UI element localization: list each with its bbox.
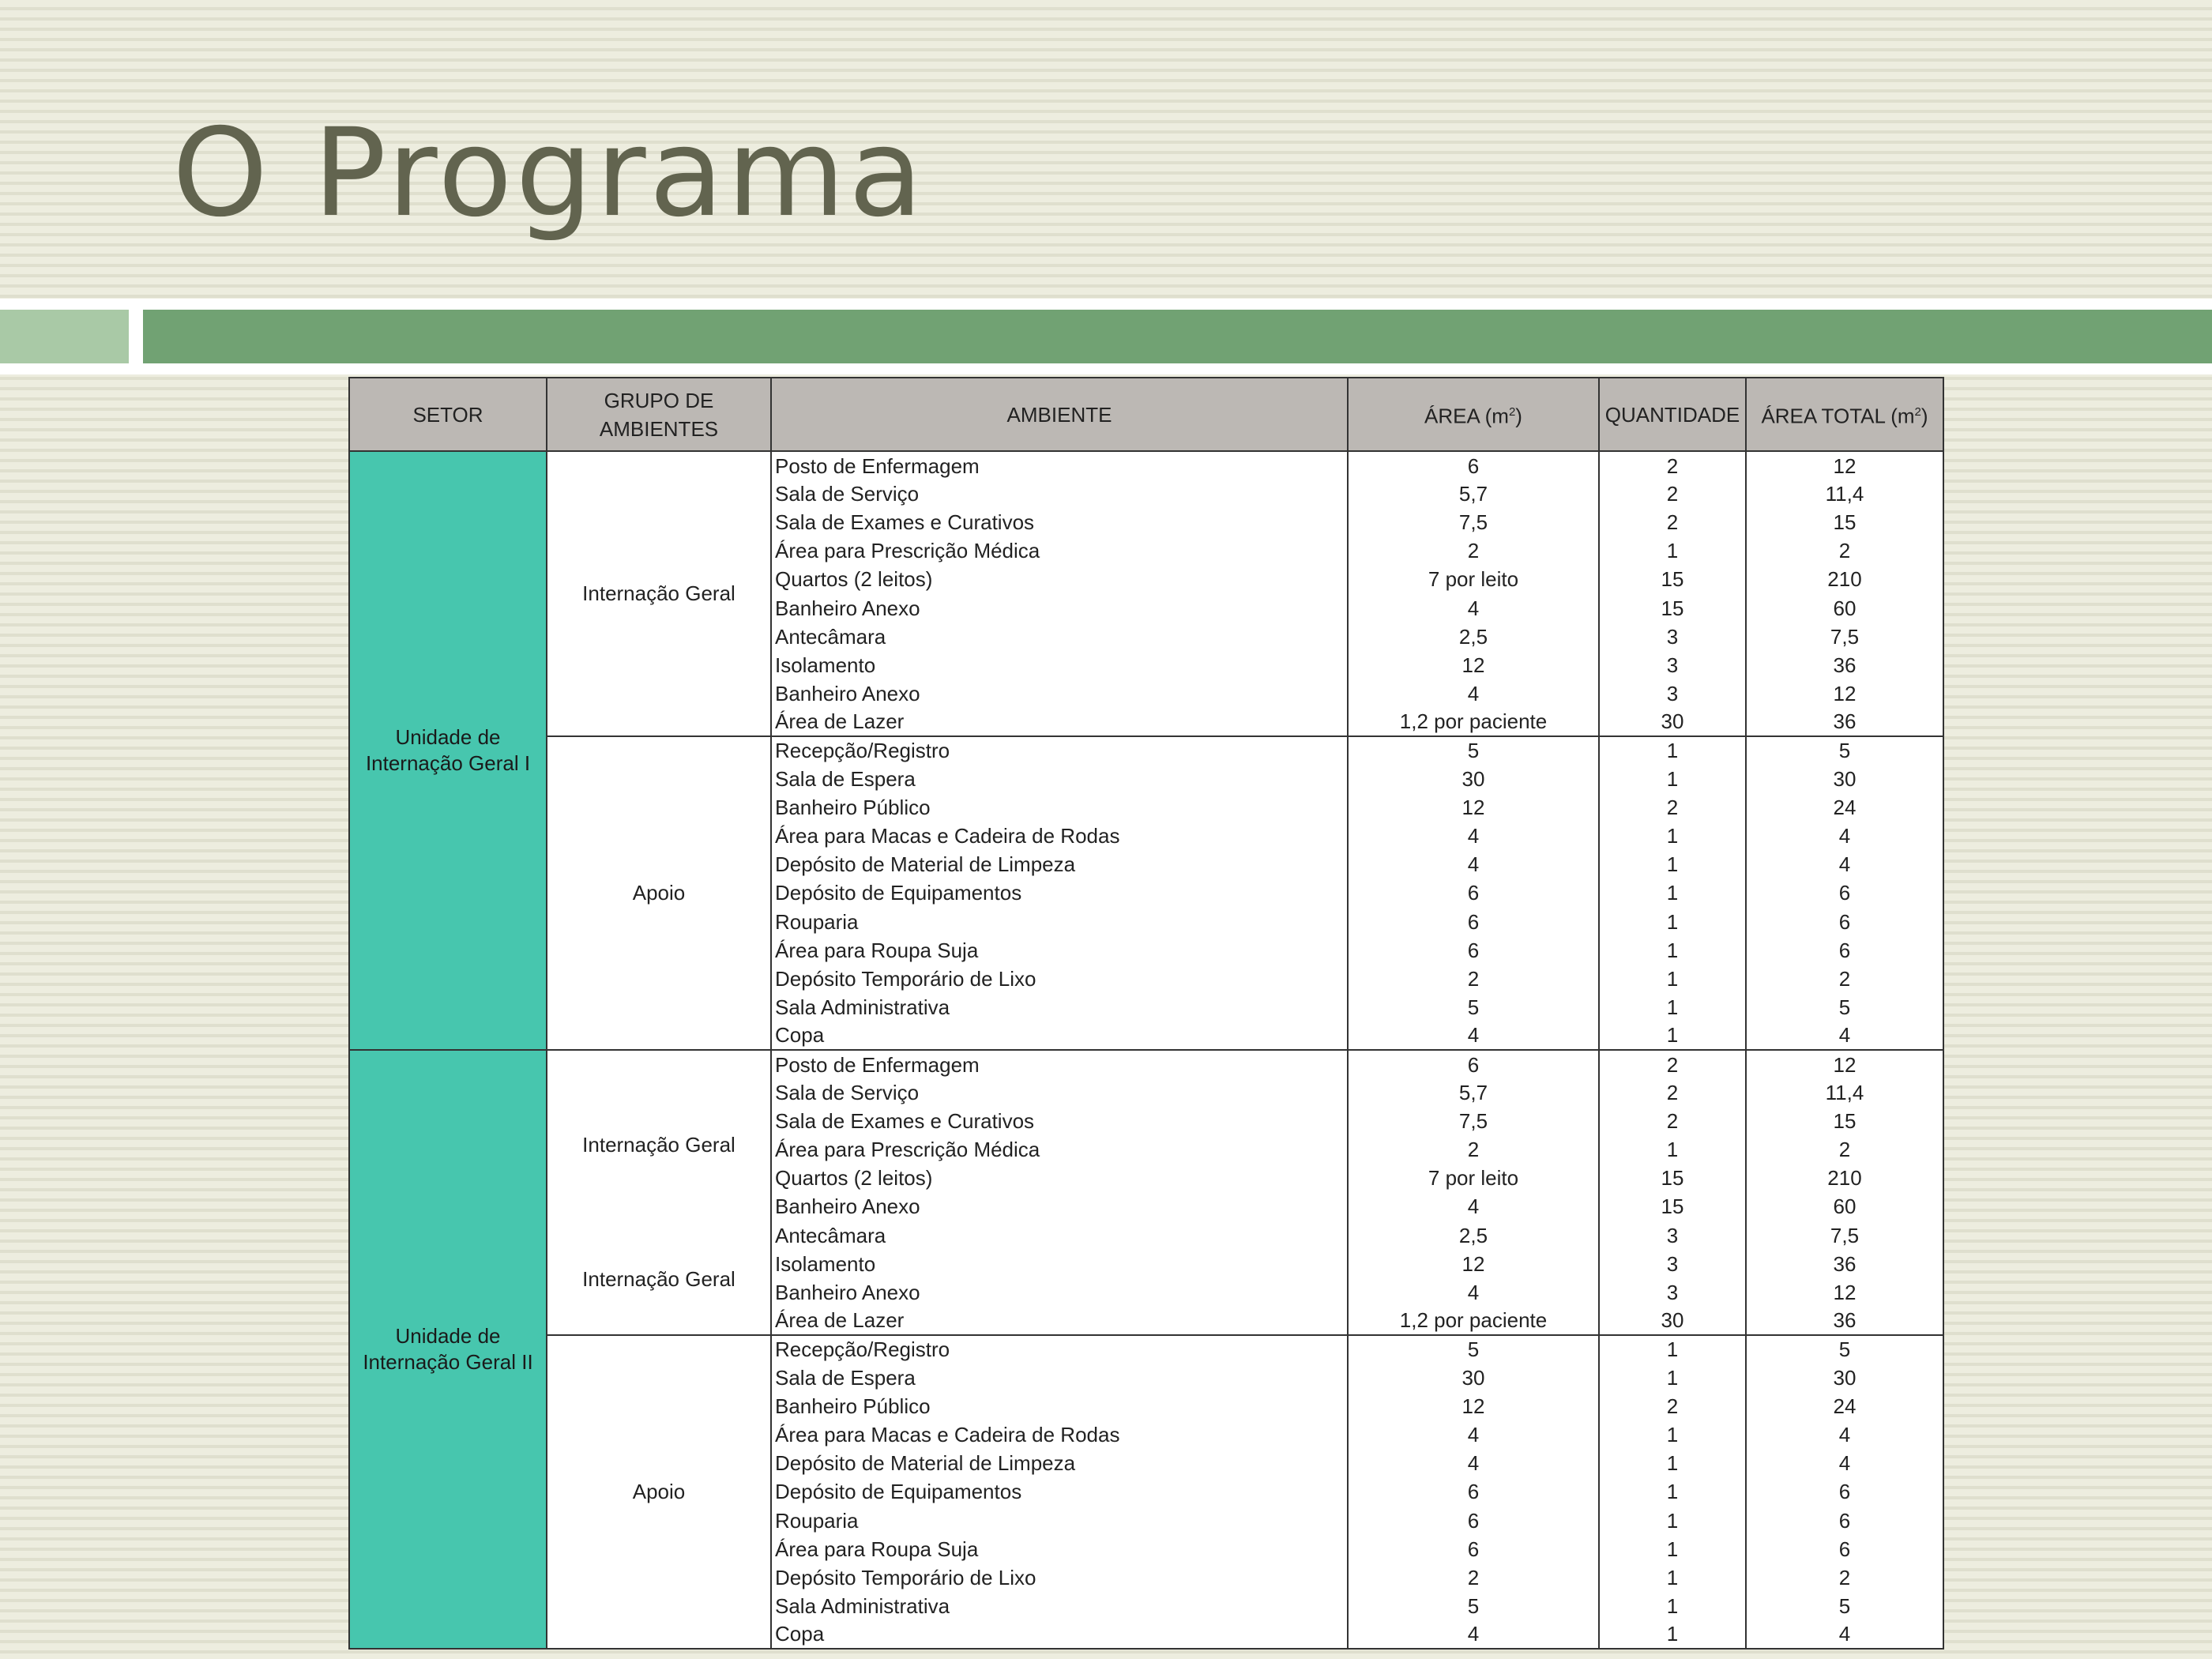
ambiente-cell: Sala de Serviço [771, 480, 1348, 508]
area-total-cell: 4 [1746, 850, 1943, 878]
area-total-cell: 4 [1746, 1620, 1943, 1649]
quantidade-cell: 1 [1599, 1535, 1746, 1563]
area-total-cell: 5 [1746, 1335, 1943, 1364]
ambiente-cell: Área de Lazer [771, 1307, 1348, 1335]
table-body [349, 451, 1943, 1649]
table-row [349, 451, 1943, 480]
header-ambiente-label: AMBIENTE [1006, 402, 1112, 427]
setor-cell [349, 1050, 547, 1649]
area-total-cell: 2 [1746, 536, 1943, 565]
ambiente-cell: Antecâmara [771, 623, 1348, 651]
quantidade-cell: 15 [1599, 593, 1746, 622]
area-total-cell: 60 [1746, 593, 1943, 622]
quantidade-cell: 15 [1599, 1192, 1746, 1221]
ambiente-cell: Área para Roupa Suja [771, 1535, 1348, 1563]
ambiente-cell: Banheiro Anexo [771, 1278, 1348, 1307]
quantidade-cell: 1 [1599, 1563, 1746, 1592]
table-row [349, 736, 1943, 765]
area-cell: 2 [1348, 965, 1599, 993]
ambiente-cell: Sala Administrativa [771, 993, 1348, 1021]
quantidade-cell: 2 [1599, 1107, 1746, 1135]
quantidade-cell: 3 [1599, 1278, 1746, 1307]
area-cell: 7,5 [1348, 508, 1599, 536]
ambiente-cell: Banheiro Público [771, 1392, 1348, 1420]
ambiente-cell: Depósito Temporário de Lixo [771, 1563, 1348, 1592]
ambiente-cell: Depósito Temporário de Lixo [771, 965, 1348, 993]
header-ambiente [771, 378, 1348, 451]
area-total-cell: 11,4 [1746, 480, 1943, 508]
area-total-cell: 24 [1746, 1392, 1943, 1420]
setor-label-line1: Unidade de [395, 724, 501, 749]
area-total-cell: 4 [1746, 1449, 1943, 1477]
ambiente-cell: Recepção/Registro [771, 1335, 1348, 1364]
area-cell: 1,2 por paciente [1348, 708, 1599, 736]
area-cell: 6 [1348, 908, 1599, 936]
ambiente-cell: Depósito de Equipamentos [771, 1477, 1348, 1506]
ambiente-cell: Isolamento [771, 651, 1348, 679]
quantidade-cell: 1 [1599, 822, 1746, 850]
quantidade-cell: 2 [1599, 451, 1746, 480]
setor-cell [349, 451, 547, 1050]
area-cell: 7 por leito [1348, 565, 1599, 593]
area-total-cell: 7,5 [1746, 1221, 1943, 1250]
quantidade-cell: 30 [1599, 708, 1746, 736]
quantidade-cell: 1 [1599, 993, 1746, 1021]
area-cell: 12 [1348, 1392, 1599, 1420]
header-area-total [1746, 378, 1943, 451]
area-total-cell: 15 [1746, 1107, 1943, 1135]
area-cell: 4 [1348, 850, 1599, 878]
area-total-cell: 11,4 [1746, 1078, 1943, 1107]
ambiente-cell: Recepção/Registro [771, 736, 1348, 765]
area-cell: 6 [1348, 1506, 1599, 1534]
area-total-cell: 5 [1746, 1592, 1943, 1620]
area-total-cell: 12 [1746, 1050, 1943, 1078]
ambiente-cell: Área para Roupa Suja [771, 936, 1348, 965]
area-cell: 30 [1348, 765, 1599, 793]
grupo-label: Internação Geral [582, 1266, 735, 1291]
table-row [349, 1335, 1943, 1364]
ambiente-cell: Rouparia [771, 908, 1348, 936]
quantidade-cell: 1 [1599, 1335, 1746, 1364]
area-total-cell: 5 [1746, 993, 1943, 1021]
table-header-row [349, 378, 1943, 451]
area-total-cell: 210 [1746, 565, 1943, 593]
quantidade-cell: 1 [1599, 736, 1746, 765]
area-cell: 5,7 [1348, 1078, 1599, 1107]
header-area-total-exponent: 2 [1914, 405, 1921, 419]
area-total-cell: 210 [1746, 1164, 1943, 1192]
area-cell: 4 [1348, 593, 1599, 622]
area-total-cell: 4 [1746, 1021, 1943, 1050]
quantidade-cell: 3 [1599, 623, 1746, 651]
area-total-cell: 12 [1746, 451, 1943, 480]
grupo-label: Apoio [632, 1480, 686, 1504]
area-cell: 7,5 [1348, 1107, 1599, 1135]
area-total-cell: 7,5 [1746, 623, 1943, 651]
area-cell: 2 [1348, 1135, 1599, 1164]
quantidade-cell: 1 [1599, 1592, 1746, 1620]
table-row [349, 1050, 1943, 1078]
ambiente-cell: Área para Prescrição Médica [771, 1135, 1348, 1164]
header-area [1348, 378, 1599, 451]
area-total-cell: 2 [1746, 1135, 1943, 1164]
area-total-cell: 12 [1746, 1278, 1943, 1307]
quantidade-cell: 15 [1599, 565, 1746, 593]
header-grupo-line1: GRUPO DE [604, 388, 714, 412]
area-cell: 6 [1348, 1477, 1599, 1506]
ambiente-cell: Depósito de Equipamentos [771, 878, 1348, 907]
area-cell: 4 [1348, 1192, 1599, 1221]
ambiente-cell: Banheiro Anexo [771, 679, 1348, 708]
ambiente-cell: Posto de Enfermagem [771, 451, 1348, 480]
ambiente-cell: Área para Macas e Cadeira de Rodas [771, 1420, 1348, 1449]
quantidade-cell: 1 [1599, 965, 1746, 993]
ambiente-cell: Sala de Serviço [771, 1078, 1348, 1107]
area-total-cell: 12 [1746, 679, 1943, 708]
ambiente-cell: Banheiro Anexo [771, 1192, 1348, 1221]
ambiente-cell: Sala Administrativa [771, 1592, 1348, 1620]
area-total-cell: 24 [1746, 793, 1943, 822]
area-cell: 1,2 por paciente [1348, 1307, 1599, 1335]
area-cell: 4 [1348, 822, 1599, 850]
area-cell: 5 [1348, 1335, 1599, 1364]
ambiente-cell: Banheiro Público [771, 793, 1348, 822]
header-band-dark [143, 310, 2212, 363]
quantidade-cell: 30 [1599, 1307, 1746, 1335]
quantidade-cell: 1 [1599, 936, 1746, 965]
header-area-close: ) [1515, 404, 1522, 428]
grupo-cell [547, 1050, 771, 1335]
ambiente-cell: Área para Prescrição Médica [771, 536, 1348, 565]
ambiente-cell: Posto de Enfermagem [771, 1050, 1348, 1078]
quantidade-cell: 2 [1599, 508, 1746, 536]
setor-label-line1: Unidade de [395, 1323, 501, 1348]
quantidade-cell: 15 [1599, 1164, 1746, 1192]
area-cell: 5 [1348, 736, 1599, 765]
grupo-cell [547, 451, 771, 736]
grupo-label: Internação Geral [582, 581, 735, 606]
ambiente-cell: Área para Macas e Cadeira de Rodas [771, 822, 1348, 850]
area-cell: 2,5 [1348, 1221, 1599, 1250]
grupo-cell [547, 736, 771, 1050]
area-cell: 5 [1348, 993, 1599, 1021]
program-table [348, 377, 1944, 1650]
quantidade-cell: 3 [1599, 1250, 1746, 1278]
area-total-cell: 4 [1746, 1420, 1943, 1449]
quantidade-cell: 1 [1599, 878, 1746, 907]
header-grupo-line2: AMBIENTES [599, 416, 719, 441]
area-cell: 5 [1348, 1592, 1599, 1620]
quantidade-cell: 1 [1599, 908, 1746, 936]
area-cell: 6 [1348, 1050, 1599, 1078]
ambiente-cell: Sala de Espera [771, 765, 1348, 793]
header-setor-label: SETOR [412, 402, 483, 427]
area-cell: 4 [1348, 1021, 1599, 1050]
area-total-cell: 60 [1746, 1192, 1943, 1221]
area-cell: 2,5 [1348, 623, 1599, 651]
header-quantidade [1599, 378, 1746, 451]
setor-label-line2: Internação Geral I [365, 750, 531, 775]
area-total-cell: 2 [1746, 965, 1943, 993]
ambiente-cell: Depósito de Material de Limpeza [771, 850, 1348, 878]
header-setor [349, 378, 547, 451]
area-cell: 2 [1348, 1563, 1599, 1592]
area-cell: 4 [1348, 1420, 1599, 1449]
quantidade-cell: 1 [1599, 1135, 1746, 1164]
quantidade-cell: 1 [1599, 1620, 1746, 1649]
header-quantidade-label: QUANTIDADE [1604, 402, 1740, 427]
quantidade-cell: 2 [1599, 1078, 1746, 1107]
ambiente-cell: Banheiro Anexo [771, 593, 1348, 622]
area-total-cell: 30 [1746, 765, 1943, 793]
area-cell: 7 por leito [1348, 1164, 1599, 1192]
area-total-cell: 36 [1746, 1250, 1943, 1278]
quantidade-cell: 3 [1599, 679, 1746, 708]
area-cell: 12 [1348, 793, 1599, 822]
slide-title: O Programa [172, 103, 927, 244]
area-cell: 30 [1348, 1364, 1599, 1392]
area-total-cell: 6 [1746, 1535, 1943, 1563]
quantidade-cell: 1 [1599, 536, 1746, 565]
area-cell: 5,7 [1348, 480, 1599, 508]
setor-label-line2: Internação Geral II [363, 1349, 533, 1374]
area-cell: 6 [1348, 878, 1599, 907]
ambiente-cell: Quartos (2 leitos) [771, 1164, 1348, 1192]
area-total-cell: 36 [1746, 1307, 1943, 1335]
grupo-label: Apoio [632, 881, 686, 905]
area-cell: 12 [1348, 1250, 1599, 1278]
header-area-total-close: ) [1920, 404, 1928, 428]
area-total-cell: 15 [1746, 508, 1943, 536]
quantidade-cell: 1 [1599, 1506, 1746, 1534]
area-total-cell: 36 [1746, 651, 1943, 679]
header-area-exponent: 2 [1508, 405, 1516, 419]
grupo-label: Internação Geral [582, 1132, 735, 1157]
area-total-cell: 6 [1746, 1506, 1943, 1534]
ambiente-cell: Copa [771, 1021, 1348, 1050]
quantidade-cell: 2 [1599, 1050, 1746, 1078]
area-cell: 4 [1348, 1278, 1599, 1307]
area-cell: 4 [1348, 1449, 1599, 1477]
ambiente-cell: Copa [771, 1620, 1348, 1649]
header-band-light [0, 310, 129, 363]
quantidade-cell: 1 [1599, 1477, 1746, 1506]
ambiente-cell: Depósito de Material de Limpeza [771, 1449, 1348, 1477]
header-area-label: ÁREA (m [1424, 404, 1509, 428]
quantidade-cell: 3 [1599, 651, 1746, 679]
header-grupo [547, 378, 771, 451]
area-cell: 4 [1348, 1620, 1599, 1649]
area-total-cell: 30 [1746, 1364, 1943, 1392]
quantidade-cell: 1 [1599, 765, 1746, 793]
area-cell: 4 [1348, 679, 1599, 708]
area-total-cell: 36 [1746, 708, 1943, 736]
ambiente-cell: Isolamento [771, 1250, 1348, 1278]
ambiente-cell: Sala de Exames e Curativos [771, 1107, 1348, 1135]
ambiente-cell: Sala de Exames e Curativos [771, 508, 1348, 536]
area-cell: 6 [1348, 1535, 1599, 1563]
area-cell: 12 [1348, 651, 1599, 679]
quantidade-cell: 1 [1599, 1021, 1746, 1050]
header-area-total-label: ÁREA TOTAL (m [1761, 404, 1915, 428]
area-total-cell: 5 [1746, 736, 1943, 765]
area-total-cell: 4 [1746, 822, 1943, 850]
grupo-cell [547, 1335, 771, 1649]
quantidade-cell: 1 [1599, 1364, 1746, 1392]
area-cell: 6 [1348, 936, 1599, 965]
quantidade-cell: 1 [1599, 1420, 1746, 1449]
quantidade-cell: 2 [1599, 480, 1746, 508]
area-total-cell: 6 [1746, 1477, 1943, 1506]
ambiente-cell: Rouparia [771, 1506, 1348, 1534]
quantidade-cell: 2 [1599, 1392, 1746, 1420]
area-cell: 6 [1348, 451, 1599, 480]
area-cell: 2 [1348, 536, 1599, 565]
quantidade-cell: 1 [1599, 1449, 1746, 1477]
quantidade-cell: 3 [1599, 1221, 1746, 1250]
ambiente-cell: Antecâmara [771, 1221, 1348, 1250]
area-total-cell: 6 [1746, 878, 1943, 907]
area-total-cell: 6 [1746, 936, 1943, 965]
ambiente-cell: Quartos (2 leitos) [771, 565, 1348, 593]
area-total-cell: 2 [1746, 1563, 1943, 1592]
ambiente-cell: Área de Lazer [771, 708, 1348, 736]
quantidade-cell: 1 [1599, 850, 1746, 878]
area-total-cell: 6 [1746, 908, 1943, 936]
ambiente-cell: Sala de Espera [771, 1364, 1348, 1392]
quantidade-cell: 2 [1599, 793, 1746, 822]
